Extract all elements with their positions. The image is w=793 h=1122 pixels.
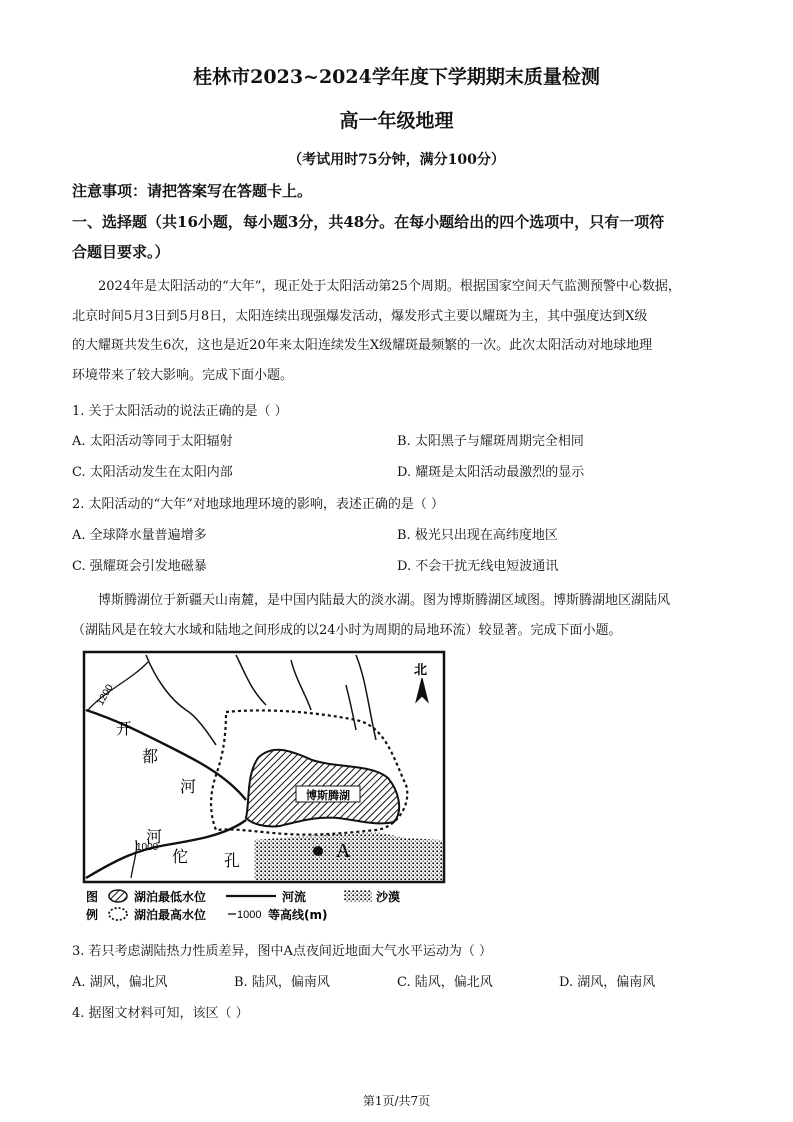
passage2-line: （湖陆风是在较大水域和陆地之间形成的以24小时为周期的局地环流）较显著。完成下面小题。 (72, 622, 622, 638)
legend-river-label: 河流 (282, 890, 307, 904)
legend-highest-label: 湖泊最高水位 (134, 908, 207, 922)
section-heading-line2: 合题目要求。） (72, 243, 170, 261)
page-number: 第1页/共7页 (362, 1094, 431, 1108)
question-2-option-d: D. 不会干扰无线电短波通讯 (397, 559, 559, 574)
question-1-stem: 1. 关于太阳活动的说法正确的是（ ） (72, 404, 288, 419)
point-a-label: A (336, 840, 351, 862)
question-1-option-a: A. 太阳活动等同于太阳辐射 (72, 434, 233, 449)
passage1-line: 2024年是太阳活动的“大年”，现正处于太阳活动第25个周期。根据国家空间天气监测预警中心数据， (98, 279, 681, 294)
question-3-option-b: B. 陆风，偏南风 (234, 975, 330, 990)
passage-bosten-lake (72, 586, 722, 645)
river-char: 河 (180, 777, 197, 796)
legend-desert-swatch (344, 890, 372, 902)
passage2-line: 博斯腾湖位于新疆天山南麓，是中国内陆最大的淡水湖。图为博斯腾湖区域图。博斯腾湖地区湖陆风 (98, 593, 671, 608)
legend-desert-label: 沙漠 (376, 890, 401, 904)
river-char: 佗 (172, 847, 189, 866)
river-char: 孔 (224, 851, 241, 870)
passage1-line: 北京时间5月3日到5月8日，太阳连续出现强爆发活动，爆发形式主要以耀斑为主，其中强度达到X级 (72, 308, 648, 324)
passage1-line: 的大耀斑共发生6次，这也是近20年来太阳连续发生X级耀斑最频繁的一次。此次太阳活动对地球地理 (72, 338, 653, 353)
question-3-option-c: C. 陆风，偏北风 (397, 975, 493, 990)
exam-info: （考试用时75分钟，满分100分） (288, 152, 505, 168)
contour-1000-label: 1000 (136, 842, 159, 853)
legend-lowest-swatch (109, 890, 127, 902)
exam-subtitle: 高一年级地理 (339, 110, 454, 132)
question-3-option-d: D. 湖风，偏南风 (559, 975, 656, 990)
question-1-option-c: C. 太阳活动发生在太阳内部 (72, 465, 233, 480)
river-char: 河 (146, 827, 163, 846)
question-2-stem: 2. 太阳活动的“大年”对地球地理环境的影响，表述正确的是（ ） (72, 497, 444, 512)
legend-title-char: 图 (86, 890, 99, 904)
question-1-option-d: D. 耀斑是太阳活动最激烈的显示 (397, 465, 585, 480)
exam-title: 桂林市2023~2024学年度下学期期末质量检测 (193, 66, 600, 88)
river-char: 开 (116, 719, 133, 738)
river-char: 都 (142, 747, 159, 766)
lake-label: 博斯腾湖 (306, 790, 350, 802)
legend-lowest-label: 湖泊最低水位 (134, 890, 207, 904)
point-a-marker (313, 846, 323, 856)
notice: 注意事项：请把答案写在答题卡上。 (72, 182, 313, 200)
legend-title-char: 例 (86, 908, 99, 922)
legend-contour-sample: 1000 (237, 909, 262, 921)
question-1-option-b: B. 太阳黑子与耀斑周期完全相同 (397, 434, 584, 449)
question-2-option-b: B. 极光只出现在高纬度地区 (397, 528, 558, 543)
contour-1200-label: 1200 (95, 682, 116, 708)
question-2-option-c: C. 强耀斑会引发地磁暴 (72, 559, 207, 574)
bosten-lake-map (76, 650, 448, 926)
passage-solar-activity (72, 272, 722, 390)
question-2-option-a: A. 全球降水量普遍增多 (72, 528, 207, 543)
legend-contour-label: 等高线(m) (268, 908, 328, 922)
question-3-option-a: A. 湖风，偏北风 (72, 975, 168, 990)
north-label: 北 (414, 663, 428, 678)
legend-highest-swatch (109, 908, 127, 920)
section-heading-line1: 一、选择题（共16小题，每小题3分，共48分。在每小题给出的四个选项中，只有一项符 (72, 213, 665, 231)
passage1-line: 环境带来了较大影响。完成下面小题。 (72, 367, 294, 383)
question-4-stem: 4. 据图文材料可知，该区（ ） (72, 1006, 249, 1021)
question-3-stem: 3. 若只考虑湖陆热力性质差异，图中A点夜间近地面大气水平运动为（ ） (72, 944, 493, 959)
